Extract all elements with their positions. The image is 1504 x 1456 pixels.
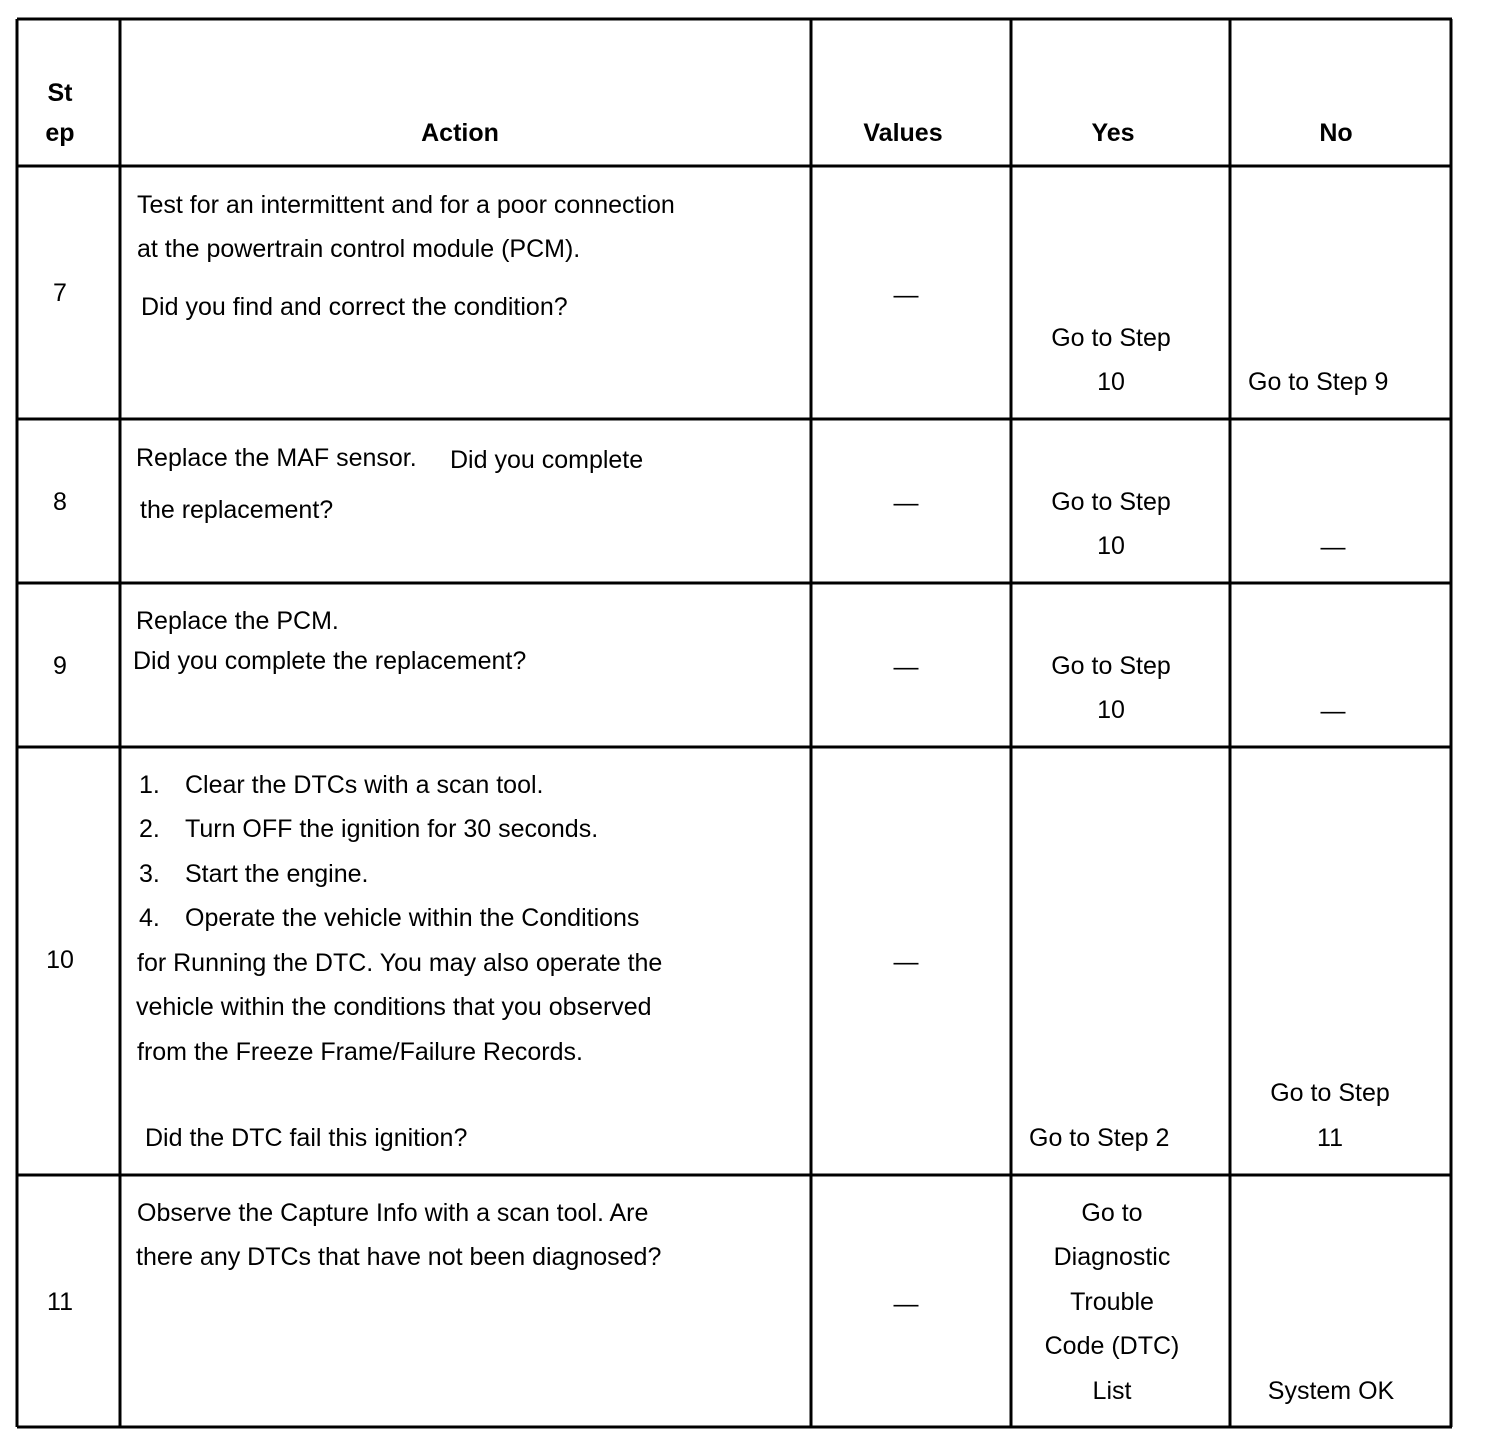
list-item: Clear the DTCs with a scan tool. <box>185 771 544 799</box>
values-cell: — <box>893 948 919 976</box>
no-cell: System OK <box>1267 1377 1395 1405</box>
yes-cell: 10 <box>1097 696 1125 724</box>
yes-cell: 10 <box>1097 368 1125 396</box>
no-cell: — <box>1320 697 1346 725</box>
action-text: Did you complete the replacement? <box>133 647 527 675</box>
action-text: vehicle within the conditions that you observed <box>136 993 652 1021</box>
action-text: Replace the MAF sensor. <box>136 444 417 472</box>
yes-cell: Code (DTC) <box>1044 1332 1180 1360</box>
list-number: 3. <box>139 860 160 888</box>
action-text: for Running the DTC. You may also operate the <box>137 949 663 977</box>
yes-cell: Diagnostic <box>1053 1243 1171 1271</box>
list-item: Operate the vehicle within the Conditions <box>185 904 640 932</box>
yes-cell: Go to Step <box>1051 488 1171 516</box>
action-text: there any DTCs that have not been diagnosed? <box>136 1243 662 1271</box>
yes-cell: 10 <box>1097 532 1125 560</box>
header-yes: Yes <box>1091 119 1135 147</box>
list-item: Turn OFF the ignition for 30 seconds. <box>185 815 599 843</box>
yes-cell: Go to Step 2 <box>1029 1124 1170 1152</box>
step-number: 11 <box>47 1288 73 1316</box>
action-text: the replacement? <box>140 496 334 524</box>
list-number: 2. <box>139 815 160 843</box>
header-values: Values <box>863 119 943 147</box>
action-text: Did you complete <box>450 446 644 474</box>
values-cell: — <box>893 1290 919 1318</box>
no-cell: — <box>1320 533 1346 561</box>
action-text: at the powertrain control module (PCM). <box>137 235 581 263</box>
action-text: Did you find and correct the condition? <box>141 293 568 321</box>
step-number: 9 <box>53 652 67 680</box>
list-number: 1. <box>139 771 160 799</box>
no-cell: 11 <box>1317 1124 1343 1152</box>
action-text: Replace the PCM. <box>136 607 339 635</box>
step-number: 7 <box>53 279 67 307</box>
yes-cell: Go to Step <box>1051 652 1171 680</box>
header-action: Action <box>421 119 499 147</box>
header-step: St <box>47 79 73 107</box>
yes-cell: Go to Step <box>1051 324 1171 352</box>
no-cell: Go to Step 9 <box>1248 368 1389 396</box>
header-no: No <box>1319 119 1353 147</box>
action-text: Did the DTC fail this ignition? <box>145 1124 468 1152</box>
action-text: from the Freeze Frame/Failure Records. <box>137 1038 583 1066</box>
list-item: Start the engine. <box>185 860 369 888</box>
step-number: 8 <box>53 488 67 516</box>
list-number: 4. <box>139 904 160 932</box>
values-cell: — <box>893 281 919 309</box>
values-cell: — <box>893 489 919 517</box>
yes-cell: List <box>1092 1377 1132 1405</box>
yes-cell: Trouble <box>1070 1288 1154 1316</box>
values-cell: — <box>893 653 919 681</box>
header-step: ep <box>45 119 75 147</box>
action-text: Test for an intermittent and for a poor connection <box>137 191 675 219</box>
no-cell: Go to Step <box>1270 1079 1390 1107</box>
action-text: Observe the Capture Info with a scan tool. Are <box>137 1199 649 1227</box>
yes-cell: Go to <box>1081 1199 1143 1227</box>
step-number: 10 <box>46 946 74 974</box>
